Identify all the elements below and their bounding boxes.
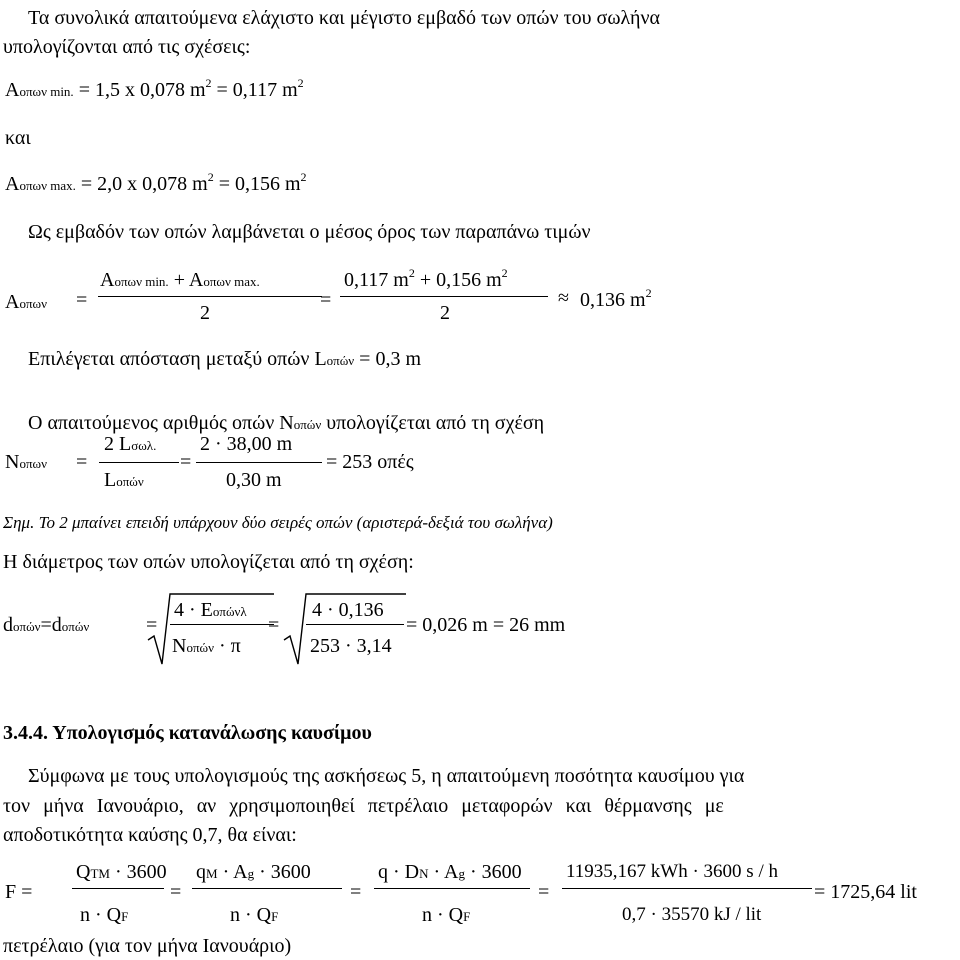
equation-area-min: Aοπων min. = 1,5 x 0,078 $m^2 = 0,117$ $m^2$ [5,76,304,101]
count-text: Ο απαιτούμενος αριθμός οπών Nοπών υπολογίζεται από τη σχέση [28,412,545,434]
connector-kai: και [5,127,31,149]
section-heading: 3.4.4. Υπολογισμός κατανάλωσης καυσίμου [3,722,372,744]
equation-area-max: Aοπων max. = 2,0 x 0,078 $m^2 = 0,156$ $m^2$ [5,170,307,195]
final-text: πετρέλαιο (για τον μήνα Ιανουάριο) [3,935,292,957]
intro-line-2: υπολογίζονται από τις σχέσεις: [3,36,251,58]
average-text: Ως εμβαδόν των οπών λαμβάνεται ο μέσος όρος των παραπάνω τιμών [28,221,591,243]
paragraph-line-3: αποδοτικότητα καύσης 0,7, θα είναι: [3,824,297,846]
paragraph-line-1: Σύμφωνα με τους υπολογισμούς της ασκήσεως 5, η απαιτούμενη ποσότητα καυσίμου για [28,765,745,787]
intro-line-1: Τα συνολικά απαιτούμενα ελάχιστο και μέγιστο εμβαδό των οπών του σωλήνα [28,7,660,29]
paragraph-line-2: τον μήνα Ιανουάριο, αν χρησιμοποιηθεί πετρέλαιο μεταφορών και θέρμανσης με [3,795,724,817]
distance-text: Επιλέγεται απόσταση μεταξύ οπών Lοπών = 0,3 m [28,348,422,370]
note-text: Σημ. Το 2 μπαίνει επειδή υπάρχουν δύο σειρές οπών (αριστερά-δεξιά του σωλήνα) [3,513,553,532]
diameter-text: Η διάμετρος των οπών υπολογίζεται από τη σχέση: [3,551,414,573]
